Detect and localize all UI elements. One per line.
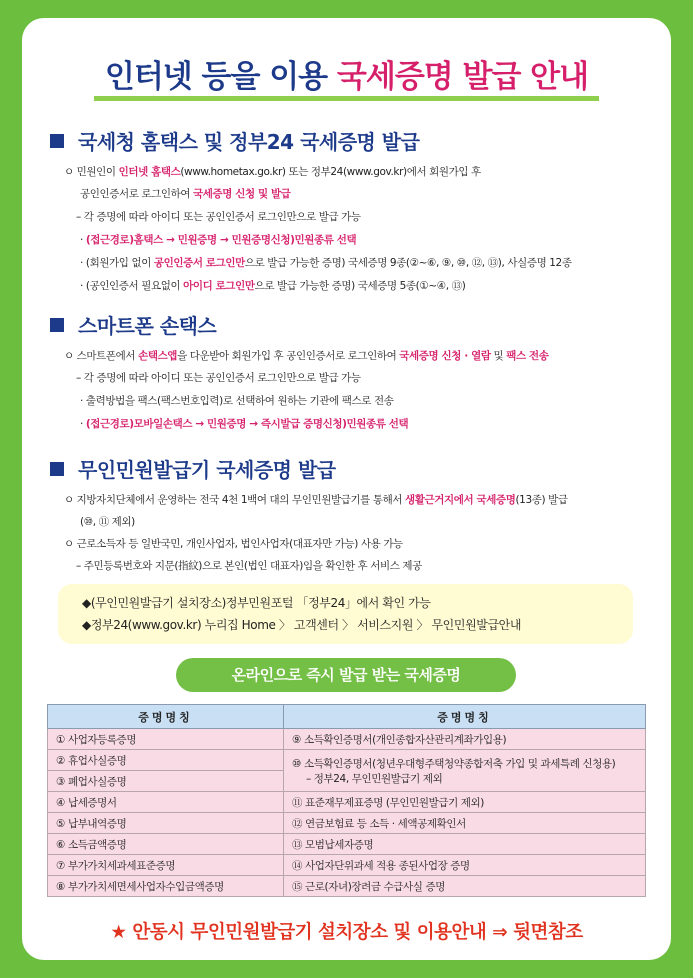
table-row: ⑥ 소득금액증명 ⑬ 모범납세자증명 — [48, 834, 646, 855]
table-row: ③ 폐업사실증명 — [48, 771, 646, 792]
square-bullet-icon — [50, 318, 64, 332]
section2-line1: ㅇ 스마트폰에서 손택스앱을 다운받아 회원가입 후 공인인증서로 로그인하여 국세증명 신청 · 열람 및 팩스 전송 — [64, 350, 549, 362]
section2-line2: – 각 증명에 따라 아이디 또는 공인인증서 로그인만으로 발급 가능 — [76, 372, 361, 384]
section1-line1: ㅇ 민원인이 인터넷 홈택스(www.hometax.go.kr) 또는 정부24(www.gov.kr)에서 회원가입 후 — [64, 166, 481, 178]
table-row: ⑦ 부가가치세과세표준증명 ⑭ 사업자단위과세 적용 종된사업장 증명 — [48, 855, 646, 876]
info-box — [58, 584, 633, 644]
section3-line1: ㅇ 지방자치단체에서 운영하는 전국 4천 1백여 대의 무인민원발급기를 통해서 생활근거지에서 국세증명(13종) 발급 — [64, 494, 568, 506]
certificate-table — [47, 704, 646, 897]
section3-line4: – 주민등록번호와 지문(指紋)으로 본인(법인 대표자)임을 확인한 후 서비스 제공 — [76, 560, 422, 572]
section2-heading: 스마트폰 손택스 — [50, 310, 216, 339]
notice-card — [22, 18, 671, 960]
section1-line6: · (공인인증서 필요없이 아이디 로그인만으로 발급 가능한 증명) 국세증명 5종(①~④, ⑬) — [80, 280, 466, 292]
table-row: ② 휴업사실증명 ⑩ 소득확인증명서(청년우대형주택청약종합저축 가입 및 과세특례 신청용) – 정부24, 무인민원발급기 제외 — [48, 750, 646, 771]
square-bullet-icon — [50, 134, 64, 148]
table-row: ⑧ 부가가치세면세사업자수입금액증명 ⑮ 근로(자녀)장려금 수급사실 증명 — [48, 876, 646, 897]
table-header-right: 증명명칭 — [284, 705, 646, 729]
section1-line3: – 각 증명에 따라 아이디 또는 공인인증서 로그인만으로 발급 가능 — [76, 211, 361, 223]
section3-line2: (⑩, ⑪ 제외) — [80, 516, 135, 528]
table-row: ④ 납세증명서 ⑪ 표준재무제표증명 (무인민원발급기 제외) — [48, 792, 646, 813]
section3-line3: ㅇ 근로소득자 등 일반국민, 개인사업자, 법인사업자(대표자만 가능) 사용 가능 — [64, 538, 403, 550]
section2-line3: · 출력방법을 팩스(팩스번호입력)로 선택하여 원하는 기관에 팩스로 전송 — [80, 395, 394, 407]
section3-heading: 무인민원발급기 국세증명 발급 — [50, 454, 336, 483]
title-underline — [94, 96, 599, 101]
footer-note: ★ 안동시 무인민원발급기 설치장소 및 이용안내 ⇒ 뒷면참조 — [110, 922, 583, 943]
table-header-left: 증명명칭 — [48, 705, 284, 729]
section2-line4: · (접근경로)모바일손택스 → 민원증명 → 즉시발급 증명신청)민원종류 선택 — [80, 418, 409, 430]
section1-line4: · (접근경로)홈택스 → 민원증명 → 민원증명신청)민원종류 선택 — [80, 234, 357, 246]
page-title — [22, 51, 671, 96]
info-line-1: ◆(무인민원발급기 설치장소)정부민원포털 「정부24」에서 확인 가능 — [82, 596, 431, 610]
title-part2: 국세증명 발급 안내 — [336, 59, 589, 95]
section1-line5: · (회원가입 없이 공인인증서 로그인만으로 발급 가능한 증명) 국세증명 9종(②~⑥, ⑨, ⑩, ⑫, ⑬), 사실증명 12종 — [80, 257, 572, 269]
square-bullet-icon — [50, 462, 64, 476]
table-row: ⑤ 납부내역증명 ⑫ 연금보험료 등 소득 · 세액공제확인서 — [48, 813, 646, 834]
section1-heading: 국세청 홈택스 및 정부24 국세증명 발급 — [50, 126, 419, 155]
title-part1: 인터넷 등을 이용 — [104, 59, 328, 95]
section1-line2: 공인인증서로 로그인하여 국세증명 신청 및 발급 — [80, 188, 291, 200]
table-row: ① 사업자등록증명 ⑨ 소득확인증명서(개인종합자산관리계좌가입용) — [48, 729, 646, 750]
info-line-2: ◆정부24(www.gov.kr) 누리집 Home 〉 고객센터 〉 서비스지원 〉 무인민원발급안내 — [82, 618, 522, 632]
online-certificates-banner: 온라인으로 즉시 발급 받는 국세증명 — [176, 658, 516, 692]
